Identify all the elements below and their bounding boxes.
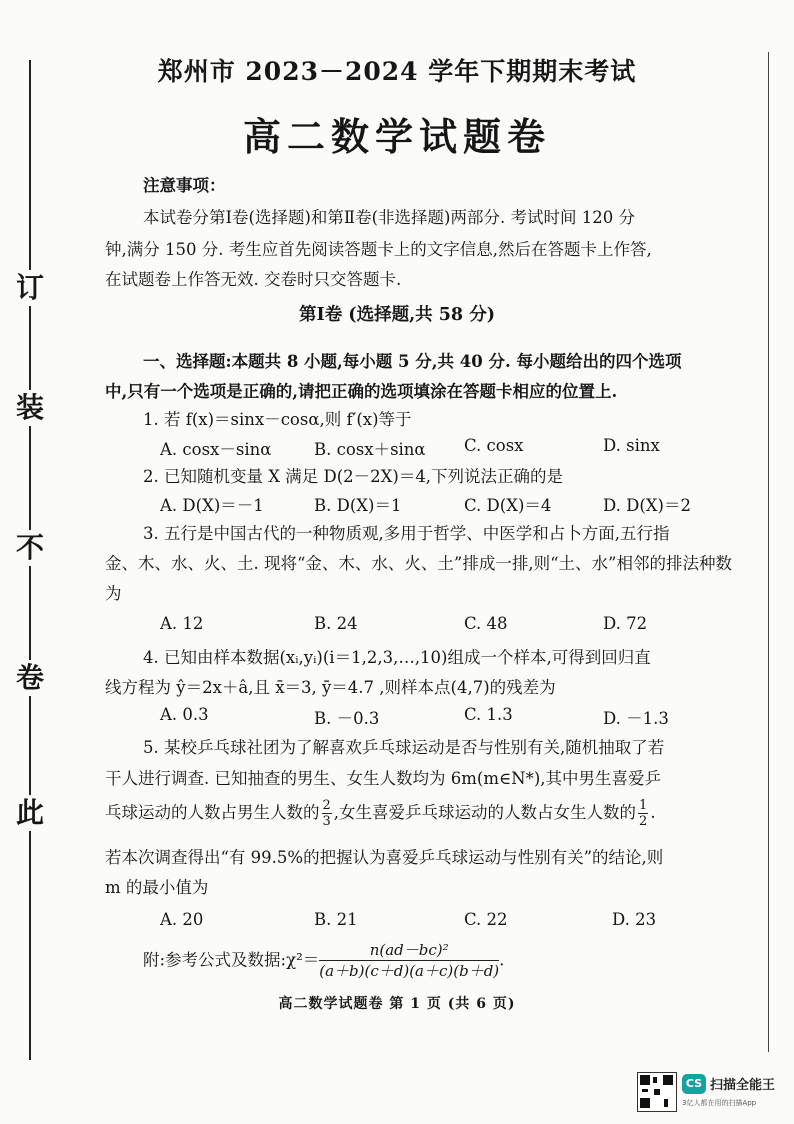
notice-line: 在试题卷上作答无效. 交卷时只交答题卡. (105, 270, 402, 289)
q5-option-b: B. 21 (314, 910, 358, 929)
reference-formula (143, 940, 504, 981)
binding-char: 卷 (12, 660, 48, 696)
qr-code-icon (637, 1072, 677, 1112)
q1-option-d: D. sinx (603, 436, 660, 455)
notice-line: 钟,满分 150 分. 考生应首先阅读答题卡上的文字信息,然后在答题卡上作答, (105, 240, 652, 259)
question-5-line: 5. 某校乒乓球社团为了解喜欢乒乓球运动是否与性别有关,随机抽取了若 (143, 738, 665, 757)
q1-option-a: A. cosx－sinα (160, 440, 272, 459)
q5-text-a: 乓球运动的人数占男生人数的 (105, 803, 320, 822)
frac-numerator: 2 (322, 798, 331, 813)
notice-heading: 注意事项： (143, 176, 226, 195)
q1-option-c: C. cosx (464, 436, 524, 455)
formula-numerator: n(ad－bc)² (319, 940, 499, 961)
scanner-tagline: 3亿人都在用的扫描App (682, 1099, 757, 1107)
question-5-line (105, 797, 656, 829)
question-3-line: 金、木、水、火、土. 现将“金、木、水、火、土”排成一排,则“土、水”相邻的排法种数 (105, 554, 732, 573)
scanner-app-name: 扫描全能王 (710, 1078, 776, 1093)
notice-line: 本试卷分第Ⅰ卷(选择题)和第Ⅱ卷(非选择题)两部分. 考试时间 120 分 (143, 208, 635, 227)
section-instruction: 一、选择题:本题共 8 小题,每小题 5 分,共 40 分. 每小题给出的四个选项 (143, 352, 682, 371)
question-3-line: 为 (105, 584, 122, 603)
binding-char: 订 (12, 270, 48, 306)
question-5-line: 若本次调查得出“有 99.5%的把握认为喜爱乒乓球运动与性别有关”的结论,则 (105, 848, 664, 867)
q3-option-b: B. 24 (314, 614, 358, 633)
camscanner-logo: CS (682, 1074, 706, 1094)
q3-option-d: D. 72 (603, 614, 648, 633)
section-instruction: 中,只有一个选项是正确的,请把正确的选项填涂在答题卡相应的位置上. (105, 382, 618, 401)
q5-text-b: ,女生喜爱乒乓球运动的人数占女生人数的 (333, 803, 637, 822)
question-4-line: 线方程为 ŷ＝2x＋â,且 x̄＝3, ȳ＝4.7 ,则样本点(4,7)的残差为 (105, 678, 556, 697)
q2-option-d: D. D(X)＝2 (603, 496, 691, 515)
q4-option-c: C. 1.3 (464, 705, 513, 724)
question-5-line: 干人进行调查. 已知抽查的男生、女生人数均为 6m(m∈N*),其中男生喜爱乒 (105, 769, 662, 788)
binding-char: 不 (12, 530, 48, 566)
question-3-line: 3. 五行是中国古代的一种物质观,多用于哲学、中医学和占卜方面,五行指 (143, 524, 670, 543)
formula-denominator: (a＋b)(c＋d)(a＋c)(b＋d) (319, 962, 500, 980)
q4-option-b: B. －0.3 (314, 709, 380, 728)
question-2-stem: 2. 已知随机变量 X 满足 D(2－2X)＝4,下列说法正确的是 (143, 467, 564, 486)
frac-denominator: 2 (639, 814, 648, 829)
q2-option-c: C. D(X)＝4 (464, 496, 552, 515)
paper-title: 高二数学试题卷 (242, 114, 551, 159)
question-1-stem: 1. 若 f(x)＝sinx－cosα,则 f′(x)等于 (143, 410, 412, 429)
frac-denominator: 3 (322, 814, 331, 829)
q5-text-c: . (650, 803, 656, 822)
frac-numerator: 1 (639, 798, 648, 813)
q2-option-a: A. D(X)＝－1 (160, 496, 264, 515)
q4-option-d: D. －1.3 (603, 709, 669, 728)
page-footer: 高二数学试题卷 第 1 页 (共 6 页) (278, 996, 516, 1012)
binding-char: 装 (12, 390, 48, 426)
q5-option-c: C. 22 (464, 910, 508, 929)
q3-option-c: C. 48 (464, 614, 508, 633)
q5-option-d: D. 23 (612, 910, 657, 929)
formula-prefix: 附:参考公式及数据:χ²＝ (143, 950, 320, 970)
part-heading: 第Ⅰ卷 (选择题,共 58 分) (299, 305, 495, 325)
chi-square-fraction (319, 940, 499, 981)
q2-option-b: B. D(X)＝1 (314, 496, 402, 515)
fraction-one-half (638, 798, 648, 829)
q4-option-a: A. 0.3 (160, 705, 209, 724)
formula-suffix: . (499, 950, 505, 970)
q1-option-b: B. cosx＋sinα (314, 440, 426, 459)
question-4-line: 4. 已知由样本数据(xᵢ,yᵢ)(i＝1,2,3,…,10)组成一个样本,可得到回归直 (143, 648, 651, 667)
binding-char: 此 (12, 795, 48, 831)
q5-option-a: A. 20 (160, 910, 204, 929)
exam-title: 郑州市 2023－2024 学年下期期末考试 (157, 57, 637, 86)
right-border-line (768, 52, 769, 1052)
question-5-line: m 的最小值为 (105, 878, 209, 897)
fraction-two-thirds (322, 798, 332, 829)
q3-option-a: A. 12 (160, 614, 204, 633)
